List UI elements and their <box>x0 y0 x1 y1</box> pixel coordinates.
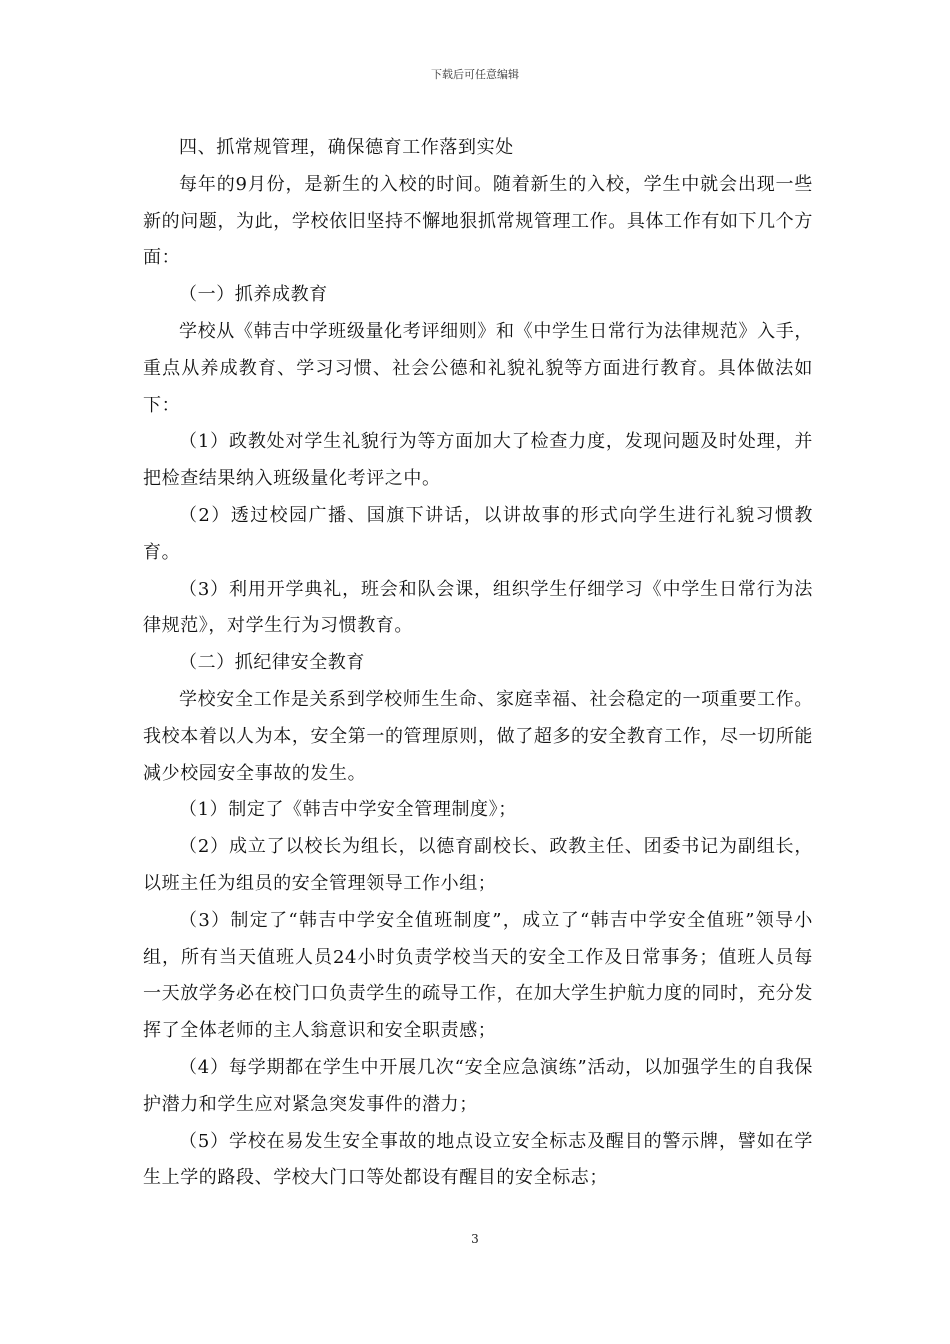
page-number: 3 <box>471 1232 479 1246</box>
document-body <box>143 130 813 1197</box>
list-item: （1）制定了《韩吉中学安全管理制度》； <box>179 799 517 821</box>
list-item: （4）每学期都在学生中开展几次“安全应急演练”活动，以加强学生的自我保护潜力和学生应对紧急突发事件的潜力； <box>143 1056 813 1115</box>
page-header-note: 下载后可任意编辑 <box>431 68 519 81</box>
paragraph: 学校安全工作是关系到学校师生生命、家庭幸福、社会稳定的一项重要工作。我校本着以人为本，安全第一的管理原则，做了超多的安全教育工作，尽一切所能减少校园安全事故的发生。 <box>143 688 813 784</box>
list-item: （5）学校在易发生安全事故的地点设立安全标志及醒目的警示牌，譬如在学生上学的路段、学校大门口等处都设有醒目的安全标志； <box>143 1130 813 1189</box>
paragraph: 学校从《韩吉中学班级量化考评细则》和《中学生日常行为法律规范》入手，重点从养成教育、学习习惯、社会公德和礼貌礼貌等方面进行教育。具体做法如下： <box>143 320 813 416</box>
list-item: （3）利用开学典礼，班会和队会课，组织学生仔细学习《中学生日常行为法律规范》，对学生行为习惯教育。 <box>143 578 813 637</box>
subsection-heading: （一）抓养成教育 <box>179 284 328 306</box>
section-heading: 四、抓常规管理，确保德育工作落到实处 <box>179 137 514 158</box>
list-item: （2）透过校园广播、国旗下讲话，以讲故事的形式向学生进行礼貌习惯教育。 <box>143 504 813 563</box>
paragraph: 每年的9月份，是新生的入校的时间。随着新生的入校，学生中就会出现一些新的问题，为此，学校依旧坚持不懈地狠抓常规管理工作。具体工作有如下几个方面： <box>143 173 813 269</box>
list-item: （2）成立了以校长为组长，以德育副校长、政教主任、团委书记为副组长，以班主任为组员的安全管理领导工作小组； <box>143 836 813 894</box>
subsection-heading: （二）抓纪律安全教育 <box>179 652 365 674</box>
list-item: （3）制定了“韩吉中学安全值班制度”，成立了“韩吉中学安全值班”领导小组，所有当天值班人员24小时负责学校当天的安全工作及日常事务；值班人员每一天放学务必在校门口负责学生的疏导工作，在加大学生护航力度的同时，充分发挥了全体老师的主人翁意识和安全职责感； <box>143 909 813 1042</box>
list-item: （1）政教处对学生礼貌行为等方面加大了检查力度，发现问题及时处理，并把检查结果纳入班级量化考评之中。 <box>143 431 813 490</box>
